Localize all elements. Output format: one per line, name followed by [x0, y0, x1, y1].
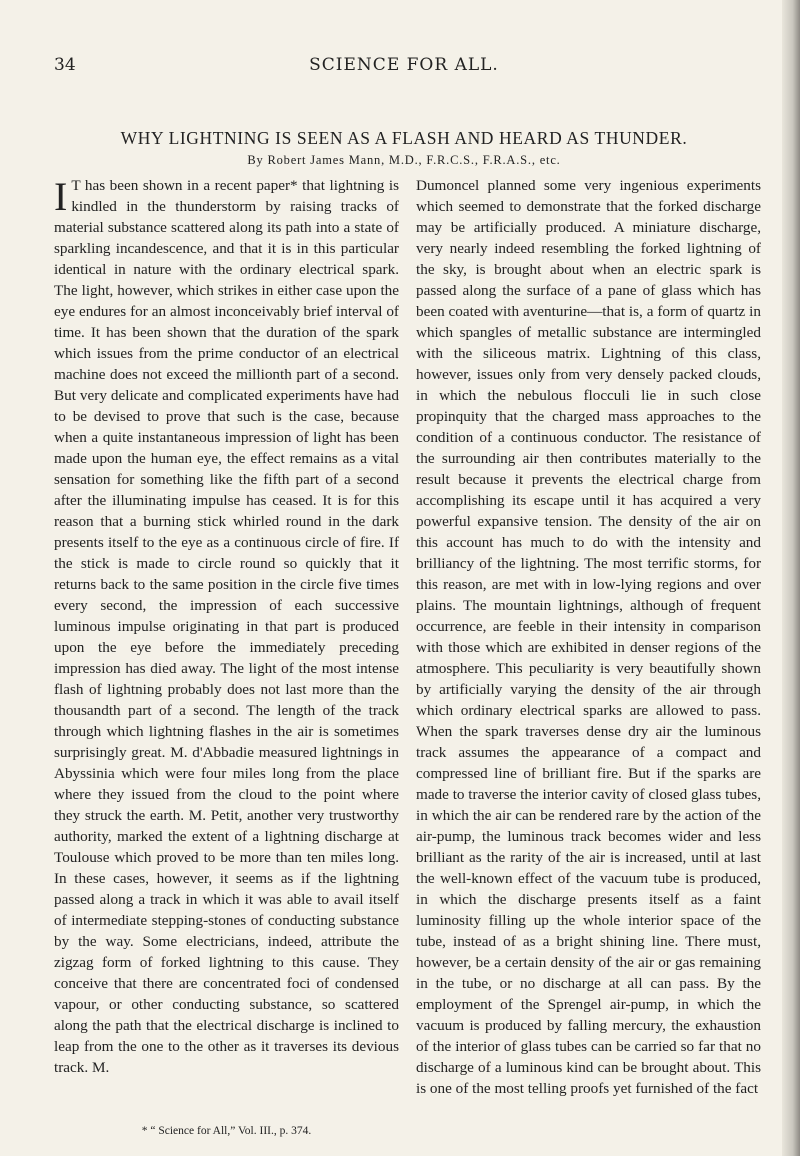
- page-number: 34: [54, 55, 76, 75]
- drop-cap: I: [54, 174, 68, 219]
- body-text-right: Dumoncel planned some very ingenious experiments which seemed to demonstrate that the forked discharge may be artificially produced. A miniature discharge, very nearly indeed resembling the forked lightning of the sky, is brought about when an electric spark is passed along the surface of a pane of glass which has been coated with aventurine—that is, a form of quartz in which spangles of metallic substance are intermingled with the siliceous matrix. Lightning of this class, however, issues only from very densely packed clouds, in which the nebulous flocculi lie in such close propinquity that the charged mass approaches to the condition of a continuous conductor. The resistance of the surrounding air then contributes materially to the result because it prevents the electrical charge from accomplishing its escape until it has acquired a very powerful expansive tension. The density of the air on this account has much to do with the intensity and brilliancy of the lightning. The most terrific storms, for this reason, are met with in low-lying regions and over plains. The mountain lightnings, although of frequent occurrence, are feeble in their intensity in comparison with those which are exhibited in denser regions of the atmosphere. This peculiarity is very beautifully shown by artificially varying the density of the air through which ordinary electrical sparks are allowed to pass. When the spark traverses dense dry air the luminous track assumes the appearance of a compact and compressed line of brilliant fire. But if the sparks are made to traverse the interior cavity of closed glass tubes, in which the air can be rendered rare by the action of the air-pump, the luminous track becomes wider and less brilliant as the rarity of the air is increased, until at last the well-known effect of the vacuum tube is produced, in which the discharge presents itself as a faint luminosity filling up the whole interior space of the tube, instead of as a bright shining line. There must, however, be a certain density of the air or gas remaining in the tube, or no discharge at all can pass. By the employment of the Sprengel air-pump, in which the vacuum is produced by falling mercury, the exhaustion of the interior of glass tubes can be carried so far that no discharge of a luminous kind can be brought about. This is one of the most telling proofs yet furnished of the fact: [416, 177, 761, 1097]
- body-text-left: T has been shown in a recent paper* that lightning is kindled in the thunderstorm by raising tracks of material substance scattered along its path into a state of sparkling incandescence, and that it is in this particular identical in nature with the ordinary electrical spark. The light, however, which strikes in either case upon the eye endures for an almost inconceivably brief interval of time. It has been shown that the duration of the spark which issues from the prime conductor of an electrical machine does not exceed the millionth part of a second. But very delicate and complicated experiments have had to be devised to prove that such is the case, because when a quite instantaneous impression of light has been made upon the human eye, the effect remains as a vital sensation for something like the fifth part of a second after the illuminating impulse has ceased. It is for this reason that a burning stick whirled round in the dark presents itself to the eye as a continuous circle of fire. If the stick is made to circle round so quickly that it returns back to the same position in the circle five times every second, the impression of each successive luminous impulse originating in that part is produced upon the eye before the immediately preceding impression has died away. The light of the most intense flash of lightning probably does not last more than the thousandth part of a second. The length of the track through which lightning flashes in the air is sometimes surprisingly great. M. d'Abbadie measured lightnings in Abyssinia which were four miles long from the place where they issued from the cloud to the point where they struck the earth. M. Petit, another very trustworthy authority, marked the extent of a lightning discharge at Toulouse which proved to be more than ten miles long. In these cases, however, it seems as if the lightning passed along a track in which it was able to avail itself of intermediate stepping-stones of conducting substance by the way. Some electricians, indeed, attribute the zigzag form of forked lightning to this cause. They conceive that there are concentrated foci of condensed vapour, or other conducting substance, so scattered along the path that the electrical discharge is inclined to leap from the one to the other as it traverses its devious track. M.: [54, 177, 399, 1076]
- page-header: [54, 55, 754, 81]
- page-edge: [782, 0, 800, 1156]
- running-title: SCIENCE FOR ALL.: [309, 55, 499, 75]
- footnote: * “ Science for All,” Vol. III., p. 374.: [141, 1125, 312, 1137]
- text-column-left: [54, 175, 399, 1078]
- text-column-right: [416, 175, 761, 1099]
- article-byline: By Robert James Mann, M.D., F.R.C.S., F.R.A.S., etc.: [247, 153, 561, 167]
- article-title: WHY LIGHTNING IS SEEN AS A FLASH AND HEARD AS THUNDER.: [120, 128, 688, 148]
